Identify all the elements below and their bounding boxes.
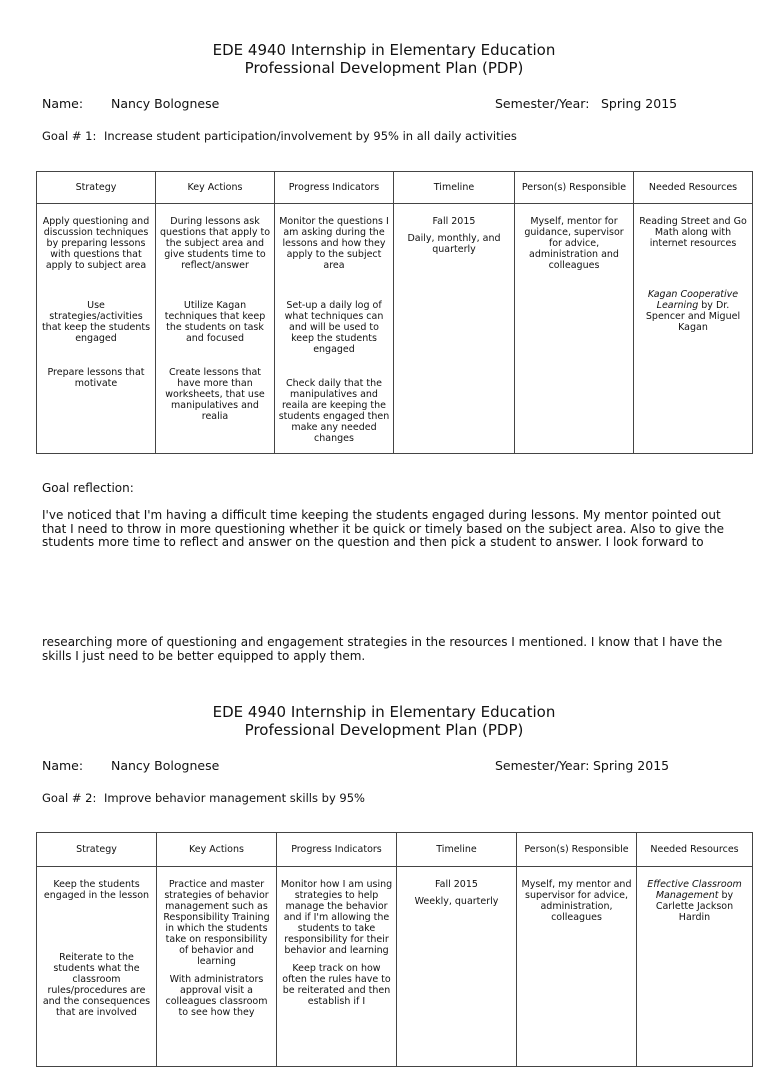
progress-indicators-cell xyxy=(275,204,394,454)
semester-label: Semester/Year: xyxy=(495,96,590,111)
resources-cell xyxy=(634,204,753,454)
col-header-key-actions: Key Actions xyxy=(156,172,275,204)
goal1-table xyxy=(36,171,753,454)
table-header-row xyxy=(37,172,753,204)
persons-cell xyxy=(517,867,637,1067)
col-header-strategy: Strategy xyxy=(37,172,156,204)
col-header-timeline: Timeline xyxy=(397,833,517,867)
reflection-label: Goal reflection: xyxy=(42,481,134,495)
name-label: Name: xyxy=(42,96,84,111)
action-item: Create lessons that have more than worksheets, that use manipulatives and realia xyxy=(165,367,265,422)
name-value: Nancy Bolognese xyxy=(111,758,220,773)
semester-value: Spring 2015 xyxy=(601,96,678,111)
timeline-item: Fall 2015 xyxy=(435,879,478,890)
col-header-progress-indicators: Progress Indicators xyxy=(277,833,397,867)
reflection-paragraph-1: I've noticed that I'm having a difficult time keeping the students engaged during lessons. My mentor pointed out that I need to throw in more questioning whether it be quick or timely based on the subject area. Also to give the students more time to reflect and answer on the question and then pick a student to answer. I look forward to xyxy=(42,508,725,549)
page-subtitle: Professional Development Plan (PDP) xyxy=(244,59,524,77)
persons-cell xyxy=(515,204,634,454)
col-header-timeline: Timeline xyxy=(394,172,515,204)
name-label: Name: xyxy=(42,758,84,773)
col-header-progress-indicators: Progress Indicators xyxy=(275,172,394,204)
persons-text: Myself, my mentor and supervisor for advice, administration, colleagues xyxy=(521,879,632,923)
action-item: Practice and master strategies of behavior management such as Responsibility Training in which the students take on responsibility of behavior and learning xyxy=(163,879,270,967)
timeline-item: Daily, monthly, and quarterly xyxy=(407,233,501,255)
col-header-persons: Person(s) Responsible xyxy=(515,172,634,204)
strategy-cell xyxy=(37,204,156,454)
action-item: Utilize Kagan techniques that keep the students on task and focused xyxy=(164,300,266,344)
goal2-text: Improve behavior management skills by 95% xyxy=(104,791,365,805)
indicator-item: Check daily that the manipulatives and reaila are keeping the students engaged then make any needed changes xyxy=(278,378,390,444)
col-header-key-actions: Key Actions xyxy=(157,833,277,867)
strategy-item: Keep the students engaged in the lesson xyxy=(43,879,150,901)
table-row xyxy=(37,867,753,1067)
strategy-item: Use strategies/activities that keep the students engaged xyxy=(41,300,151,344)
timeline-cell xyxy=(397,867,517,1067)
indicator-item: Set-up a daily log of what techniques can and will be used to keep the students engaged xyxy=(284,300,384,355)
timeline-cell xyxy=(394,204,515,454)
resource-author: by Carlette Jackson Hardin xyxy=(655,890,734,923)
indicator-item: Monitor how I am using strategies to help manage the behavior and if I'm allowing the students to take responsibility for their behavior and learning xyxy=(280,879,393,956)
goal2-table xyxy=(36,832,753,1067)
timeline-item: Fall 2015 xyxy=(432,216,476,227)
table-row xyxy=(37,204,753,454)
reflection-paragraph-2: researching more of questioning and engagement strategies in the resources I mentioned. I know that I have the skills I just need to be better equipped to apply them. xyxy=(42,635,723,663)
semester-value: Spring 2015 xyxy=(593,758,670,773)
col-header-resources: Needed Resources xyxy=(634,172,753,204)
page-subtitle: Professional Development Plan (PDP) xyxy=(244,721,524,739)
strategy-cell xyxy=(37,867,157,1067)
action-item: During lessons ask questions that apply to the subject area and give students time to reflect/answer xyxy=(159,216,271,271)
timeline-item: Weekly, quarterly xyxy=(414,896,499,907)
strategy-item: Prepare lessons that motivate xyxy=(47,367,145,389)
goal2-label: Goal # 2: xyxy=(42,791,97,805)
name-value: Nancy Bolognese xyxy=(111,96,220,111)
strategy-item: Apply questioning and discussion techniques by preparing lessons with questions that apply to subject area xyxy=(42,216,150,271)
goal1-text: Increase student participation/involvement by 95% in all daily activities xyxy=(104,129,517,143)
strategy-item: Reiterate to the students what the classroom rules/procedures are and the consequences that are involved xyxy=(42,952,151,1018)
key-actions-cell xyxy=(157,867,277,1067)
col-header-resources: Needed Resources xyxy=(637,833,753,867)
resource-author: by Dr. Spencer and Miguel Kagan xyxy=(645,300,741,333)
indicator-item: Monitor the questions I am asking during the lessons and how they apply to the subject area xyxy=(279,216,389,271)
resource-item xyxy=(637,289,749,333)
indicator-item: Keep track on how often the rules have to be reiterated and then establish if I xyxy=(282,963,391,1007)
col-header-strategy: Strategy xyxy=(37,833,157,867)
key-actions-cell xyxy=(156,204,275,454)
resource-title: Kagan Cooperative Learning xyxy=(647,289,739,311)
progress-indicators-cell xyxy=(277,867,397,1067)
resource-item xyxy=(640,879,749,923)
page-title: EDE 4940 Internship in Elementary Education xyxy=(212,703,556,721)
resources-cell xyxy=(637,867,753,1067)
resource-title: Effective Classroom Management xyxy=(647,879,742,901)
action-item: With administrators approval visit a colleagues classroom to see how they xyxy=(165,974,268,1018)
col-header-persons: Person(s) Responsible xyxy=(517,833,637,867)
table-header-row xyxy=(37,833,753,867)
semester-label: Semester/Year: xyxy=(495,758,590,773)
goal1-label: Goal # 1: xyxy=(42,129,97,143)
persons-text: Myself, mentor for guidance, supervisor for advice, administration and colleagues xyxy=(524,216,624,271)
page-title: EDE 4940 Internship in Elementary Education xyxy=(212,41,556,59)
resource-item: Reading Street and Go Math along with internet resources xyxy=(639,216,747,249)
